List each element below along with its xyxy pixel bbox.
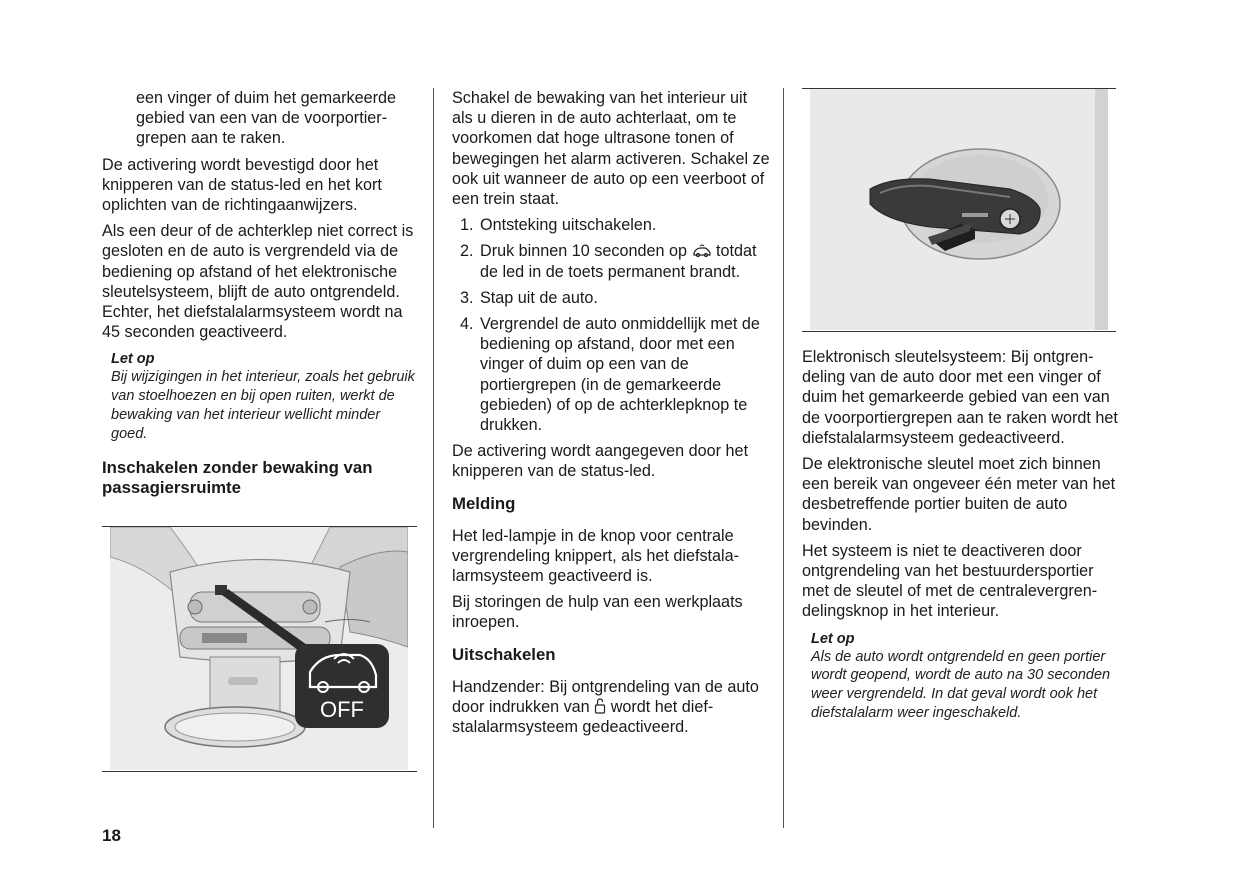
note-title: Let op: [111, 351, 155, 368]
list-item: 1. Ontsteking uitschakelen.: [460, 216, 657, 235]
overhead-console-illustration: [110, 527, 408, 770]
column-2: [452, 88, 770, 743]
paragraph: De activering wordt bevestigd door het knipperen van de status-led en het kort oplichten van de richtingaanwijzers.: [102, 155, 382, 215]
list-item: 2. Druk binnen 10 seconden op totdat de led in de toets permanent brandt.: [460, 242, 757, 281]
steps-list: [452, 215, 770, 435]
door-handle-illustration: [810, 89, 1108, 330]
section-heading: Melding: [452, 493, 516, 513]
page-number: 18: [102, 826, 121, 845]
column-1: [102, 88, 418, 498]
column-divider-2: [783, 88, 784, 828]
paragraph: Elektronisch sleutelsysteem: Bij ontgrendeling van de auto door met een vinger of duim het gemarkeerde gebied van een van de voorportiergrepen aan te raken wordt het diefstalalarmsysteem gedeactiveerd.: [802, 348, 1118, 447]
list-item: 4. Vergrendel de auto onmiddellijk met de bediening op afstand, door met een vinger of duim op een van de portiergrepen (in de gemarkeerde gebieden) of op de achterklepknop te drukken.: [460, 315, 760, 435]
off-button-label: OFF: [320, 697, 364, 722]
paragraph: Het led-lampje in de knop voor centrale vergrendeling knippert, als het diefstalalarmsysteem geactiveerd is.: [452, 526, 740, 586]
unlock-icon: [594, 698, 606, 714]
paragraph-continuation: een vinger of duim het gemarkeerde gebied van een van de voorportiergrepen aan te raken.: [136, 89, 397, 148]
interior-alarm-figure: [110, 527, 408, 770]
paragraph: Schakel de bewaking van het interieur uit als u dieren in de auto achterlaat, om te voorkomen dat hoge ultrasone tonen of bewegingen het alarm activeren. Schakel ze ook uit wanneer de auto op een veerboot of een trein staat.: [452, 89, 770, 209]
note-text: Als de auto wordt ontgrendeld en geen portier wordt geopend, wordt de auto na 30 seconden weer vergrendeld. In dat geval wordt ook het diefstalalarm weer ingeschakeld.: [811, 648, 1111, 722]
column-3: [802, 347, 1120, 723]
paragraph: Als een deur of de achterklep niet correct is gesloten en de auto is vergrendeld via de bediening op afstand of het elektronische sleutelsysteem, blijft de auto ontgrendeld. Echter, het diefstalalarmsysteem wordt na 45 seconden geactiveerd.: [102, 222, 414, 342]
paragraph: Het systeem is niet te deactiveren door ontgrendeling van het bestuurdersportier met de sleutel of met de centralevergrendelingsknop in het interieur.: [802, 541, 1098, 621]
list-item: 3. Stap uit de auto.: [460, 288, 598, 307]
car-alarm-icon: [692, 244, 712, 258]
door-handle-figure: [810, 89, 1108, 330]
column-divider-1: [433, 88, 434, 828]
note-title: Let op: [811, 630, 855, 647]
section-heading: Inschakelen zonder bewaking van passagiersruimte: [102, 457, 373, 497]
note-text: Bij wijzigingen in het interieur, zoals het gebruik van stoelhoezen en bij open ruiten, werkt de bewaking van het interieur wellicht minder goed.: [111, 369, 415, 442]
paragraph: Bij storingen de hulp van een werkplaats inroepen.: [452, 593, 743, 632]
figure-bottom-rule: [802, 331, 1116, 332]
paragraph: De activering wordt aangegeven door het knipperen van de status-led.: [452, 442, 749, 481]
section-heading: Uitschakelen: [452, 644, 556, 664]
figure-bottom-rule: [102, 771, 417, 772]
paragraph: Handzender: Bij ontgrendeling van de auto door indrukken van wordt het diefstalalarmsysteem gedeactiveerd.: [452, 677, 759, 737]
paragraph: De elektronische sleutel moet zich binnen een bereik van ongeveer één meter van het desbetreffende portier buiten de auto bevinden.: [802, 455, 1116, 534]
